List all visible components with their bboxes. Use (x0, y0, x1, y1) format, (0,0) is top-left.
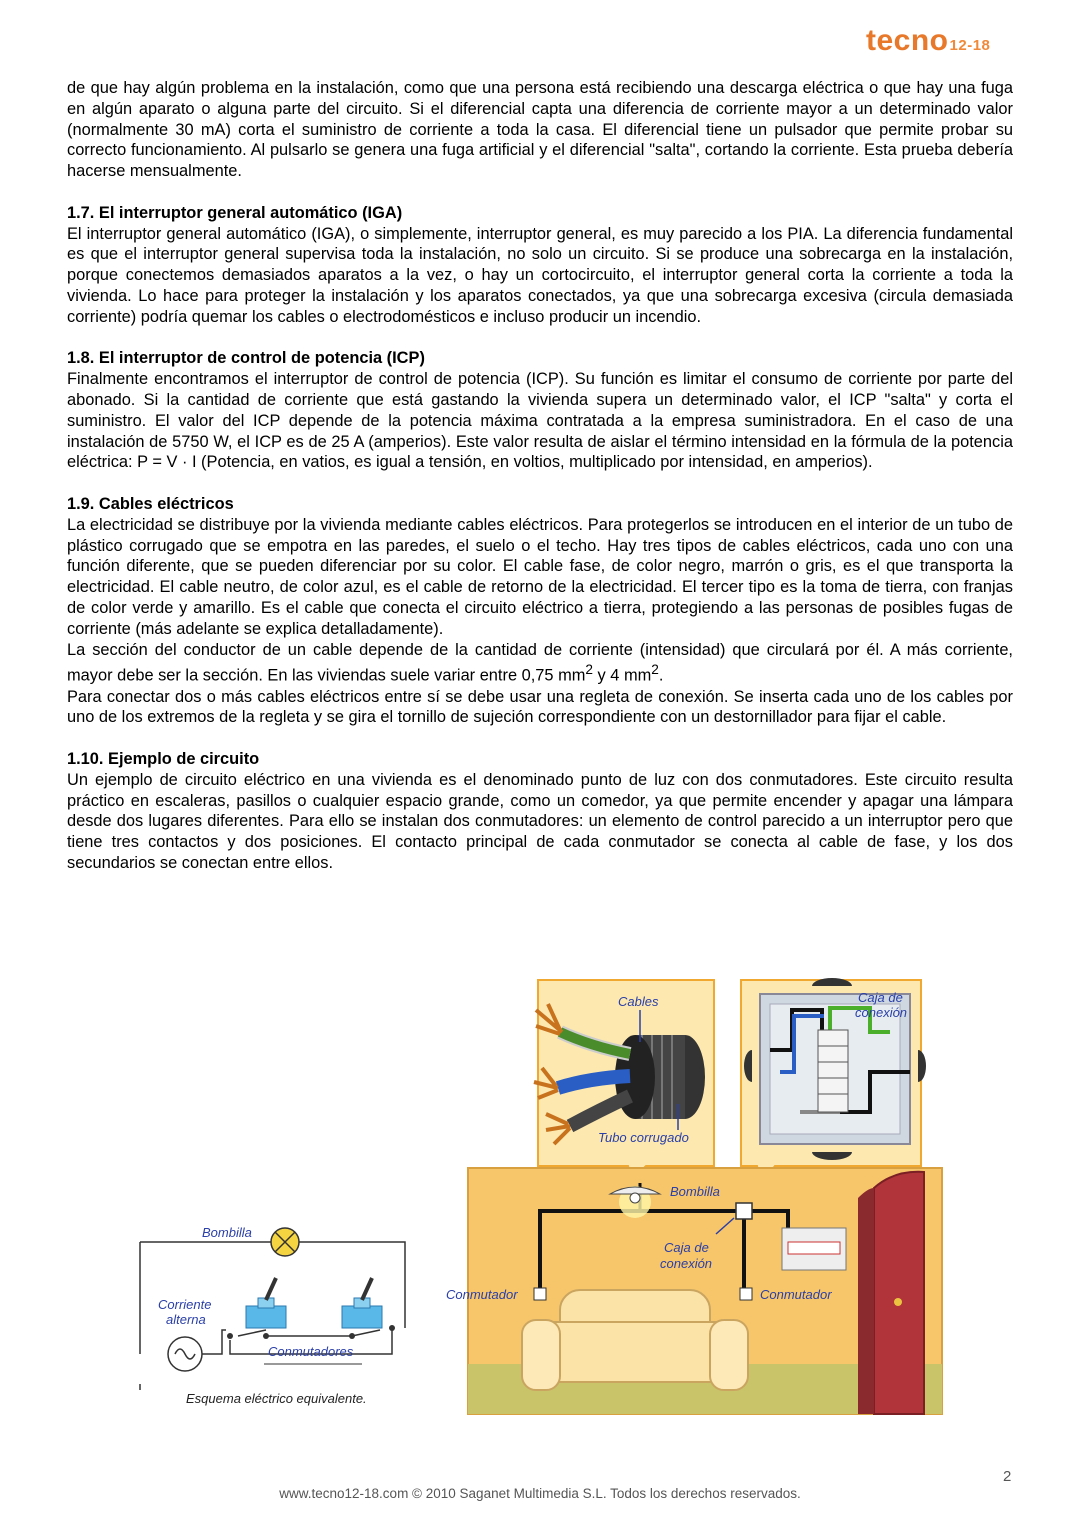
logo-sub: 12-18 (949, 37, 991, 54)
cables-label: Cables (618, 994, 659, 1009)
switch-1-icon (246, 1278, 286, 1328)
superscript-2: 2 (585, 662, 593, 678)
page-number: 2 (1003, 1468, 1012, 1485)
caja-room-label-2: conexión (660, 1256, 713, 1271)
superscript-2b: 2 (651, 662, 659, 678)
p2-part-b: y 4 mm (592, 666, 652, 685)
logo (866, 24, 990, 58)
circuit-figure (130, 972, 960, 1422)
section-title-1-7: 1.7. El interruptor general automático (IGA) (67, 203, 403, 222)
bombilla-room-label: Bombilla (670, 1184, 720, 1199)
logo-main: tecno (866, 24, 949, 57)
section-1-9-paragraph-3: Para conectar dos o más cables eléctricos entre sí se debe usar una regleta de conexión. Se inserta cada uno de los cables por uno de los extremos de la regleta y se gira el tornillo de sujeción correspondiente con un destornillador para fijar el cable. (67, 687, 1013, 727)
schema-caption: Esquema eléctrico equivalente. (186, 1391, 367, 1406)
schema-corriente-label-1: Corriente (158, 1297, 212, 1312)
document-body (67, 78, 1013, 874)
regleta-icon (818, 1030, 848, 1112)
schema-conmutadores-label: Conmutadores (268, 1344, 354, 1359)
section-1-10-paragraph: Un ejemplo de circuito eléctrico en una vivienda es el denominado punto de luz con dos conmutadores. Este circuito resulta práctico en escaleras, pasillos o cualquier espacio grande, como un comedor, ya que permite encender y apagar una lámpara desde dos lugares diferentes. Para ello se instalan dos conmutadores: un elemento de control parecido a un interruptor pero que tiene tres contactos y dos posiciones. El contacto principal de cada conmutador se conecta al cable de fase, y los dos secundarios se conectan entre ellos. (67, 770, 1013, 872)
section-1-7-paragraph: El interruptor general automático (IGA), o simplemente, interruptor general, es muy parecido a los PIA. La diferencia fundamental es que el interruptor general supervisa toda la instalación, no solo un circuito. Si se produce una sobrecarga en la instalación, porque conectemos demasiados aparatos a la vez, o hay un cortocircuito, el interruptor general corta la corriente a toda la vivienda. Lo hace para proteger la instalación y los aparatos conectados, ya que una sobrecarga excesiva (circula demasiada corriente) podría quemar los cables o electrodomésticos e incluso producir un incendio. (67, 224, 1013, 326)
schema-bombilla-label: Bombilla (202, 1225, 252, 1240)
door-icon (858, 1172, 924, 1414)
section-title-1-9: 1.9. Cables eléctricos (67, 494, 234, 513)
schema-corriente-label-2: alterna (166, 1312, 206, 1327)
conmutador-left-icon (534, 1288, 546, 1300)
tubo-corrugado-label: Tubo corrugado (598, 1130, 689, 1145)
room-illustration (446, 1168, 942, 1414)
conmutador-left-label: Conmutador (446, 1287, 518, 1302)
electrical-schematic (140, 1225, 405, 1406)
caja-label-2: conexión (855, 1005, 908, 1020)
section-1-9-paragraph-2 (67, 640, 1013, 687)
cables-callout (534, 980, 714, 1180)
circuit-illustration (130, 972, 960, 1422)
p2-part-a: La sección del conductor de un cable depende de la cantidad de corriente (intensidad) que circulará por él. A más corriente, mayor debe ser la sección. En las viviendas suele variar entre 0,75 mm (67, 640, 1013, 685)
section-title-1-10: 1.10. Ejemplo de circuito (67, 749, 260, 768)
section-title-1-8: 1.8. El interruptor de control de potencia (ICP) (67, 349, 425, 368)
p2-part-c: . (658, 666, 664, 685)
footer-text: www.tecno12-18.com © 2010 Saganet Multimedia S.L. Todos los derechos reservados. (279, 1486, 801, 1501)
caja-label-1: Caja de (858, 990, 903, 1005)
section-1-8-paragraph: Finalmente encontramos el interruptor de control de potencia (ICP). Su función es limitar el consumo de corriente por parte del abonado. Si la cantidad de corriente que está gastando la vivienda supera un determinado valor, el ICP "salta" y corta el suministro. El valor del ICP depende de la potencia máxima contratada a la empresa suministradora. En el caso de una instalación de 5750 W, el ICP es de 25 A (amperios). Este valor resulta de aislar el término intensidad en la fórmula de la potencia eléctrica: P = V · I (Potencia, en vatios, es igual a tensión, en voltios, multiplicado por intensidad, en amperios). (67, 370, 1013, 472)
intro-paragraph: de que hay algún problema en la instalación, como que una persona está recibiendo una descarga eléctrica o que hay una fuga en algún aparato o alguna parte del circuito. Si el diferencial capta una diferencia de corriente mayor a un determinado valor (normalmente 30 mA) corta el suministro de corriente a toda la casa. El diferencial tiene un pulsador que permite probar su correcto funcionamiento. Al pulsarlo se genera una fuga artificial y el diferencial "salta", cortando la corriente. Esta prueba debería hacerse mensualmente. (67, 79, 1013, 181)
caja-room-label-1: Caja de (664, 1240, 709, 1255)
junction-box-room-icon (736, 1203, 752, 1219)
conmutador-right-icon (740, 1288, 752, 1300)
section-1-9-paragraph-1: La electricidad se distribuye por la vivienda mediante cables eléctricos. Para protegerlos se introducen en el interior de un tubo de plástico corrugado que se empotra en las paredes, el suelo o el techo. Hay tres tipos de cables eléctricos, cada uno con una función diferente, que se pueden diferenciar por su color. El cable fase, de color negro, marrón o gris, es el que transporta la electricidad. El cable neutro, de color azul, es el cable de retorno de la electricidad. El tercer tipo es la toma de tierra, con franjas de color verde y amarillo. Es el cable que conecta el circuito eléctrico a tierra, protegiendo a las personas de posibles fugas de corriente (más adelante se explica detalladamente). (67, 515, 1013, 638)
caja-conexion-callout (741, 978, 926, 1184)
switch-2-icon (342, 1278, 382, 1328)
conmutador-right-label: Conmutador (760, 1287, 832, 1302)
